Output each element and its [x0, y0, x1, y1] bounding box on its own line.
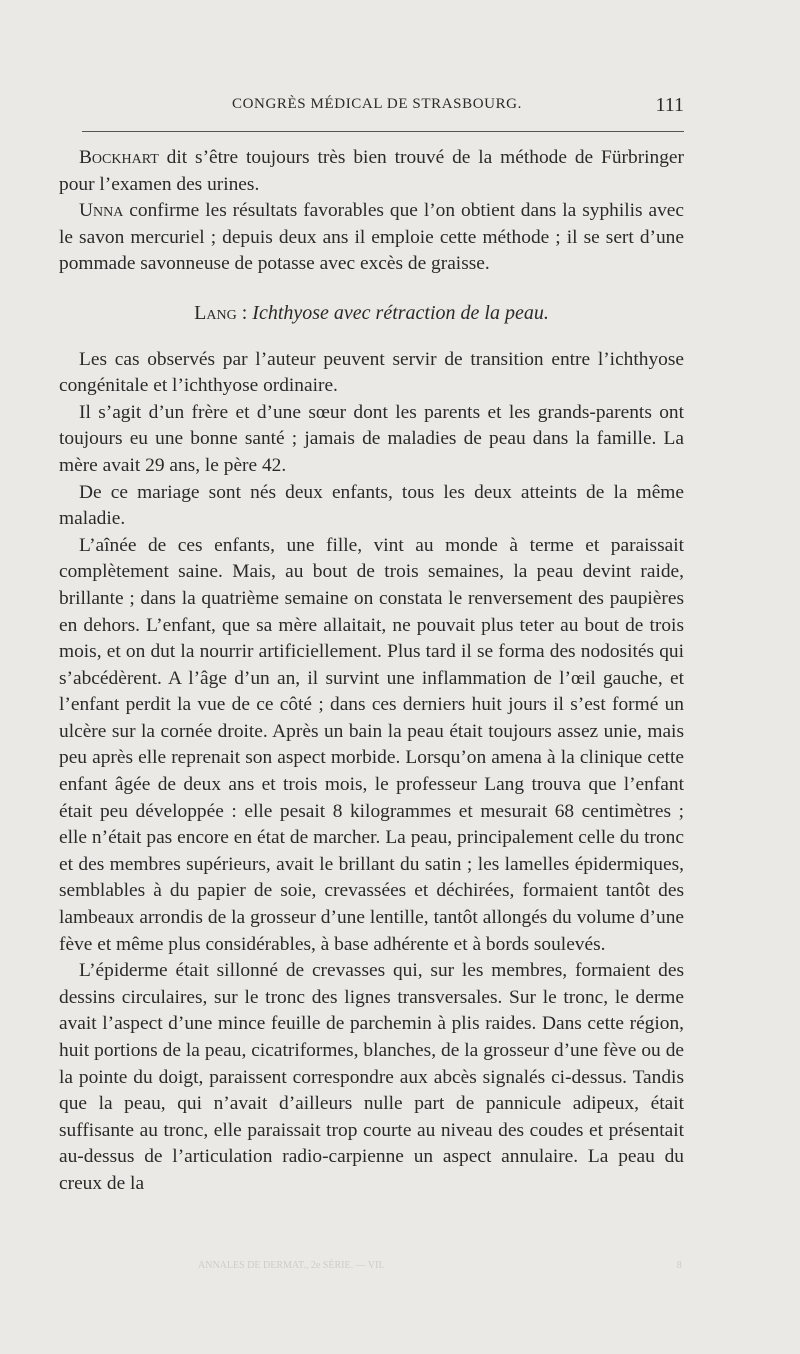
sheet-number: 8 [676, 1260, 682, 1271]
running-head [82, 96, 684, 120]
signature-text: ANNALES DE DERMAT., 2e SÉRIE. — VII. [198, 1260, 385, 1271]
paragraph-children: De ce mariage sont nés deux enfants, tous les deux atteints de la même maladie. [59, 481, 684, 530]
paragraph-epiderm: L’épiderme était sillonné de crevasses qui, sur les membres, formaient des dessins circulaires, sur le tronc des lignes transversales. Sur le tronc, le derme avait l’aspect d’une mince feuille de parchemin à plis raides. Dans cette région, huit portions de la peau, cicatriformes, blanches, de la grosseur d’une fève ou de la pointe du doigt, paraissent correspondre aux abcès signalés ci-dessus. Tandis que la peau, qui n’avait d’ailleurs nulle part de pannicule adipeux, était suffisante au tronc, elle paraissait trop courte au niveau des coudes et présentait au-dessus de l’articulation radio-carpienne un aspect annulaire. La peau du creux de la [59, 960, 684, 1194]
paragraph-bockhart [59, 145, 684, 198]
section-heading [59, 300, 684, 327]
author-name: Unna [79, 200, 124, 222]
running-title: CONGRÈS MÉDICAL DE STRASBOURG. [232, 96, 522, 112]
paragraph-unna [59, 198, 684, 278]
signature-mark [198, 1260, 682, 1271]
header-rule [82, 131, 684, 132]
page-number: 111 [655, 94, 684, 116]
heading-separator: : [236, 301, 253, 324]
author-name: Bockhart [79, 147, 159, 168]
heading-author: Lang [194, 301, 237, 324]
paragraph-intro: Les cas observés par l’auteur peuvent servir de transition entre l’ichthyose congénitale et l’ichthyose ordinaire. [59, 348, 684, 397]
paragraph-text: confirme les résultats favorables que l’on obtient dans la syphilis avec le savon mercuriel ; depuis deux ans il emploie cette méthode ; il se sert d’une pommade savonneuse de potasse avec excès de graisse. [59, 200, 684, 275]
paragraph-family: Il s’agit d’un frère et d’une sœur dont les parents et les grands-parents ont toujours eu une bonne santé ; jamais de maladies de peau dans la famille. La mère avait 29 ans, le père 42. [59, 401, 684, 476]
paragraph-case-girl: L’aînée de ces enfants, une fille, vint au monde à terme et paraissait complètement saine. Mais, au bout de trois semaines, la peau devint raide, brillante ; dans la quatrième semaine on constata le renversement des paupières en dehors. L’enfant, que sa mère allaitait, ne pouvait plus teter au bout de trois mois, et on dut la nourrir artificiellement. Plus tard il se forma des nodosités qui s’abcédèrent. A l’âge d’un an, il survint une inflammation de l’œil gauche, et l’enfant perdit la vue de ce côté ; dans ces derniers huit jours il s’est formé un ulcère sur la cornée droite. Après un bain la peau était toujours assez unie, mais peu après elle reprenait son aspect morbide. Lorsqu’on amena à la clinique cette enfant âgée de deux ans et trois mois, le professeur Lang trouva que l’enfant était peu développée : elle pesait 8 kilogrammes et mesurait 68 centimètres ; elle n’était pas encore en état de marcher. La peau, principalement celle du tronc et des membres supérieurs, avait le brillant du satin ; les lamelles épidermiques, semblables à du papier de soie, crevassées et déchirées, formaient tantôt des lambeaux arrondis de la grosseur d’une lentille, tantôt allongés du volume d’une fève et même plus considérables, à base adhérente et à bords soulevés. [59, 534, 684, 955]
paragraph-text: dit s’être toujours très bien trouvé de la méthode de Fürbringer pour l’examen des urines. [59, 147, 684, 195]
body-text [59, 145, 684, 1198]
heading-title: Ichthyose avec rétraction de la peau. [252, 301, 549, 324]
